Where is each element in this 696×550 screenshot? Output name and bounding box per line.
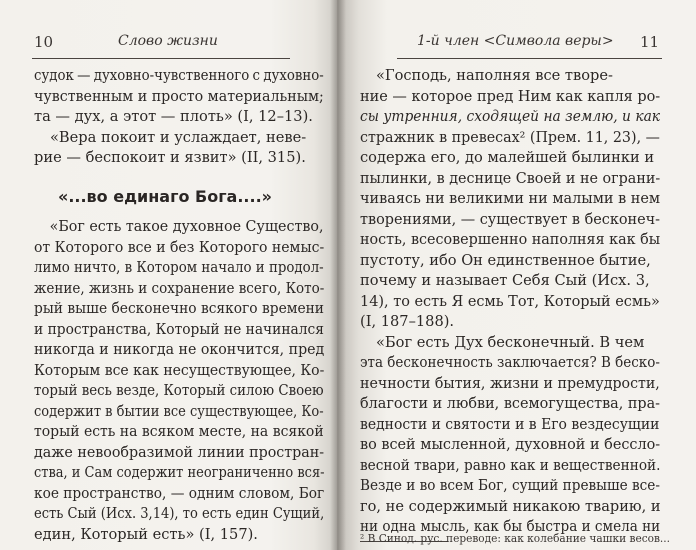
- text-line: сы утренния, сходящей на землю, и как: [360, 108, 661, 125]
- text-line: Которым все как несуществующее, Ко-: [34, 361, 325, 379]
- text-line: даже невообразимой линии простран-: [34, 443, 325, 461]
- text-line: содержит в бытии все существующее, Ко-: [34, 402, 324, 420]
- text-line: жение, жизнь и сохранение всего, Кото-: [34, 279, 325, 297]
- text-line: и пространства, Который не начинался: [34, 320, 324, 338]
- text-line: творениями, — существует в бесконеч-: [360, 210, 661, 228]
- text-line: го, не содержимый никакою тварию, и: [360, 497, 661, 515]
- left-body-top: [34, 66, 324, 169]
- text-line: един, Который есть» (I, 157).: [34, 525, 258, 543]
- text-line: (I, 187–188).: [360, 313, 455, 330]
- text-line: стражник в превесах² (Прем. 11, 23), —: [360, 128, 660, 146]
- text-line: ни одна мысль, как бы быстра и смела ни: [360, 518, 661, 535]
- text-line: во всей мысленной, духовной и бессло-: [360, 436, 661, 453]
- left-page: [0, 0, 337, 550]
- left-body-bottom: [34, 217, 324, 545]
- text-line: «Бог есть Дух бесконечный. В чем: [376, 333, 645, 351]
- book-spine: [330, 0, 346, 550]
- text-line: благости и любви, всемогущества, пра-: [360, 395, 661, 412]
- right-running-head: 1-й член <Символа веры>: [417, 33, 614, 49]
- text-line: эта бесконечность заключается? В беско-: [360, 354, 660, 371]
- text-line: от Которого все и без Которого немыс-: [34, 238, 325, 256]
- text-line: кое пространство, — одним словом, Бог: [34, 484, 325, 502]
- right-header-rule: [397, 58, 662, 59]
- left-running-head: Слово жизни: [118, 33, 218, 49]
- text-line: 14), то есть Я есмь Тот, Который есмь»: [360, 292, 660, 310]
- right-page: [337, 0, 696, 550]
- left-header-rule: [32, 58, 290, 59]
- text-line: «Бог есть такое духовное Существо,: [49, 218, 324, 235]
- text-line: рие — беспокоит и язвит» (II, 315).: [34, 149, 306, 166]
- text-line: содержа его, до малейшей былинки и: [360, 149, 655, 166]
- text-line: ведности и святости и в Его вездесущии: [360, 415, 660, 433]
- text-line: пустоту, ибо Он единственное бытие,: [360, 251, 651, 269]
- text-line: та — дух, а этот — плоть» (I, 12–13).: [34, 108, 313, 125]
- text-line: судок — духовно-чувственного с духовно-: [34, 67, 324, 84]
- text-line: ность, всесовершенно наполняя как бы: [360, 231, 661, 248]
- text-line: ние — которое пред Ним как капля ро-: [360, 87, 661, 105]
- text-line: ства, и Сам содержит неограниченно вся-: [34, 464, 325, 481]
- right-page-number: 11: [640, 33, 660, 51]
- text-line: Везде и во всем Бог, сущий превыше все-: [360, 477, 660, 494]
- text-line: лимо ничто, в Котором начало и продол-: [34, 259, 324, 276]
- text-line: «Вера покоит и услаждает, неве-: [50, 128, 307, 146]
- text-line: почему и называет Себя Сый (Исх. 3,: [360, 272, 650, 289]
- text-line: торый есть на всяком месте, на всякой: [34, 423, 324, 440]
- footnote: ² В Синод. рус. переводе: как колебание чашки весов...: [360, 532, 670, 545]
- left-page-number: 10: [34, 33, 54, 51]
- text-line: «Господь, наполняя все творе-: [376, 67, 613, 84]
- text-line: никогда и никогда не окончится, пред: [34, 341, 325, 358]
- right-body: [360, 66, 660, 538]
- left-header: [0, 33, 337, 55]
- text-line: чиваясь ни великими ни малыми в нем: [360, 190, 661, 207]
- text-line: есть Сый (Исх. 3,14), то есть един Сущий,: [34, 505, 325, 522]
- text-line: пылинки, в деснице Своей и не ограни-: [360, 169, 661, 187]
- text-line: чувственным и просто материальным;: [34, 87, 324, 105]
- text-line: торый весь везде, Который силою Своею: [34, 382, 324, 399]
- right-header: [337, 33, 696, 55]
- text-line: рый выше бесконечно всякого времени: [34, 300, 324, 317]
- text-line: весной твари, равно как и вещественной.: [360, 456, 661, 474]
- text-line: нечности бытия, жизни и премудрости,: [360, 374, 660, 392]
- section-heading: «...во единаго Бога....»: [57, 187, 272, 206]
